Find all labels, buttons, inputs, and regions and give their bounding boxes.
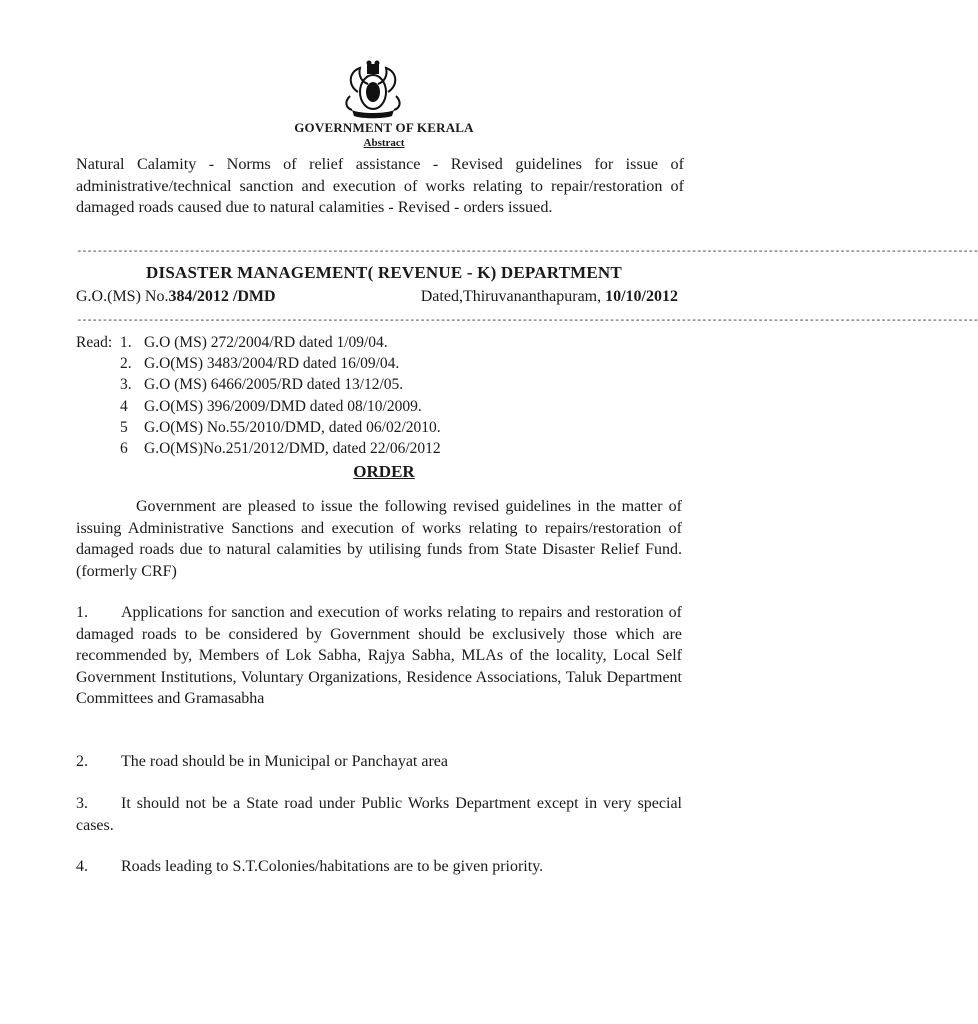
department-heading: DISASTER MANAGEMENT( REVENUE - K) DEPARTMENT: [146, 263, 622, 282]
reference-item: 3. G.O (MS) 6466/2005/RD dated 13/12/05.: [120, 376, 404, 394]
order-point-1: 1. Applications for sanction and execution of works relating to repairs and restoration of damaged roads to be considered by Government should be exclusively those which are recommended by, Members of Lok Sabha, Rajya Sabha, MLAs of the locality, Local Self Government Institutions, Voluntary Organizations, Residence Associations, Taluk Department Committees and Gramasabha: [76, 604, 682, 708]
order-point-3: 3. It should not be a State road under Public Works Department except in very special cases.: [76, 795, 682, 834]
order-point-4: 4. Roads leading to S.T.Colonies/habitations are to be given priority.: [76, 858, 544, 875]
reference-item: 2. G.O(MS) 3483/2004/RD dated 16/09/04.: [120, 355, 400, 373]
order-point-2: 2. The road should be in Municipal or Panchayat area: [76, 753, 448, 770]
read-label: Read:: [76, 334, 113, 351]
go-number-line: [76, 288, 678, 306]
reference-item: 1. G.O (MS) 272/2004/RD dated 1/09/04.: [120, 334, 388, 351]
reference-item: 5 G.O(MS) No.55/2010/DMD, dated 06/02/2010.: [120, 418, 441, 436]
reference-item: 6 G.O(MS)No.251/2012/DMD, dated 22/06/2012: [120, 440, 441, 458]
abstract-label: Abstract: [363, 137, 405, 149]
order-title: ORDER: [353, 462, 415, 481]
abstract-text: Natural Calamity - Norms of relief assistance - Revised guidelines for issue of administrative/technical sanction and execution of works relating to repair/restoration of damaged roads caused due to natural calamities - Revised - orders issued.: [76, 155, 684, 216]
reference-item: 4 G.O(MS) 396/2009/DMD dated 08/10/2009.: [120, 397, 422, 415]
divider-top: --------------------------------------------------------------------------------------------------------------------------------------------------------------------------------: [76, 244, 978, 257]
divider-bottom: --------------------------------------------------------------------------------------------------------------------------------------------------------------------------------: [76, 313, 978, 326]
go-number: G.O.(MS) No.384/2012 /DMD: [76, 288, 276, 305]
go-date: Dated,Thiruvananthapuram, 10/10/2012: [420, 288, 678, 305]
government-heading: GOVERNMENT OF KERALA: [294, 120, 474, 135]
kerala-emblem: [334, 58, 412, 124]
reference-list: [120, 332, 441, 459]
order-intro: Government are pleased to issue the following revised guidelines in the matter of issuing Administrative Sanctions and execution of works relating to repairs/restoration of damaged roads due to natural calamities by utilising funds from State Disaster Relief Fund. (formerly CRF): [76, 498, 682, 580]
